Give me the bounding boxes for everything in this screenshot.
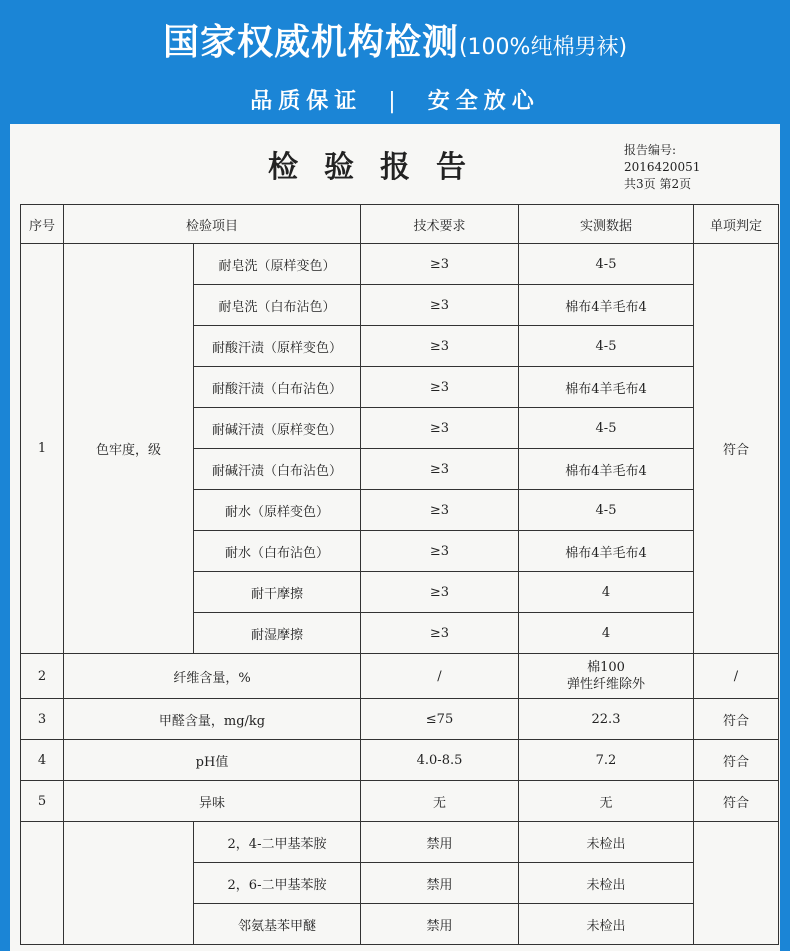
report-number-label: 报告编号: — [624, 143, 677, 157]
group6-verdict — [694, 822, 779, 945]
row2-measured — [519, 654, 694, 699]
cell-requirement: ≥3 — [361, 531, 519, 572]
banner-subtitle-separator: | — [388, 89, 402, 114]
report-pages: 共3页 第2页 — [624, 177, 692, 191]
report-number: 2016420051 — [624, 160, 701, 174]
cell-requirement: ≥3 — [361, 326, 519, 367]
table-row — [21, 781, 779, 822]
row5-verdict: 符合 — [694, 781, 779, 822]
cell-item: 邻氨基苯甲醚 — [194, 904, 361, 945]
banner-subtitle — [0, 84, 790, 115]
row5-requirement: 无 — [361, 781, 519, 822]
cell-measured: 棉布4羊毛布4 — [519, 367, 694, 408]
row3-verdict: 符合 — [694, 699, 779, 740]
row3-no: 3 — [21, 699, 64, 740]
banner-title-main: 国家权威机构检测 — [162, 22, 459, 63]
group1-verdict: 符合 — [694, 244, 779, 654]
cell-measured: 棉布4羊毛布4 — [519, 531, 694, 572]
cell-measured: 未检出 — [519, 904, 694, 945]
cell-item: 耐皂洗（原样变色） — [194, 244, 361, 285]
banner-subtitle-left: 品质保证 — [250, 89, 363, 114]
cell-item: 耐皂洗（白布沾色） — [194, 285, 361, 326]
row2-measured-line1: 棉100 — [587, 660, 625, 675]
cell-item: 耐水（原样变色） — [194, 490, 361, 531]
inspection-table — [20, 204, 779, 945]
table-row — [21, 822, 779, 863]
cell-measured: 4-5 — [519, 490, 694, 531]
cell-measured: 未检出 — [519, 822, 694, 863]
header-measured: 实测数据 — [519, 205, 694, 244]
cell-measured: 4-5 — [519, 244, 694, 285]
cell-requirement: ≥3 — [361, 408, 519, 449]
report-sheet — [10, 124, 780, 951]
table-row — [21, 740, 779, 781]
banner-title — [0, 14, 790, 65]
cell-measured: 4-5 — [519, 326, 694, 367]
row2-requirement: / — [361, 654, 519, 699]
row4-measured: 7.2 — [519, 740, 694, 781]
cell-item: 2，6-二甲基苯胺 — [194, 863, 361, 904]
row2-item: 纤维含量，% — [64, 654, 361, 699]
group6-no — [21, 822, 64, 945]
header-item: 检验项目 — [64, 205, 361, 244]
cell-item: 耐酸汗渍（白布沾色） — [194, 367, 361, 408]
cell-item: 耐碱汗渍（原样变色） — [194, 408, 361, 449]
row5-no: 5 — [21, 781, 64, 822]
row2-measured-line2: 弹性纤维除外 — [566, 677, 645, 692]
cell-item: 耐酸汗渍（原样变色） — [194, 326, 361, 367]
cell-requirement: ≥3 — [361, 367, 519, 408]
row4-requirement: 4.0-8.5 — [361, 740, 519, 781]
table-row — [21, 654, 779, 699]
cell-requirement: ≥3 — [361, 490, 519, 531]
cell-requirement: ≥3 — [361, 244, 519, 285]
row2-verdict: / — [694, 654, 779, 699]
cell-requirement: ≥3 — [361, 285, 519, 326]
banner-title-note: (100%纯棉男袜) — [458, 35, 628, 60]
table-header-row — [21, 205, 779, 244]
header-verdict: 单项判定 — [694, 205, 779, 244]
cell-measured: 4 — [519, 572, 694, 613]
cell-measured: 未检出 — [519, 863, 694, 904]
cell-requirement: 禁用 — [361, 904, 519, 945]
group6-category — [64, 822, 194, 945]
cell-requirement: ≥3 — [361, 613, 519, 654]
banner-subtitle-right: 安全放心 — [427, 89, 540, 114]
row2-no: 2 — [21, 654, 64, 699]
cell-measured: 4 — [519, 613, 694, 654]
group1-no: 1 — [21, 244, 64, 654]
report-title: 检验报告 — [268, 150, 492, 185]
row4-item: pH值 — [64, 740, 361, 781]
row3-requirement: ≤75 — [361, 699, 519, 740]
row5-item: 异味 — [64, 781, 361, 822]
cell-item: 耐碱汗渍（白布沾色） — [194, 449, 361, 490]
cell-item: 耐干摩擦 — [194, 572, 361, 613]
cell-measured: 棉布4羊毛布4 — [519, 449, 694, 490]
header-no: 序号 — [21, 205, 64, 244]
header-requirement: 技术要求 — [361, 205, 519, 244]
row3-item: 甲醛含量，mg/kg — [64, 699, 361, 740]
cell-item: 2，4-二甲基苯胺 — [194, 822, 361, 863]
table-row — [21, 699, 779, 740]
cell-item: 耐水（白布沾色） — [194, 531, 361, 572]
cell-measured: 4-5 — [519, 408, 694, 449]
cell-requirement: ≥3 — [361, 572, 519, 613]
cell-measured: 棉布4羊毛布4 — [519, 285, 694, 326]
table-row — [21, 244, 779, 285]
group1-category: 色牢度，级 — [64, 244, 194, 654]
row4-no: 4 — [21, 740, 64, 781]
row5-measured: 无 — [519, 781, 694, 822]
cell-item: 耐湿摩擦 — [194, 613, 361, 654]
cell-requirement: 禁用 — [361, 822, 519, 863]
row3-measured: 22.3 — [519, 699, 694, 740]
row4-verdict: 符合 — [694, 740, 779, 781]
cell-requirement: ≥3 — [361, 449, 519, 490]
report-meta — [624, 142, 700, 193]
cell-requirement: 禁用 — [361, 863, 519, 904]
